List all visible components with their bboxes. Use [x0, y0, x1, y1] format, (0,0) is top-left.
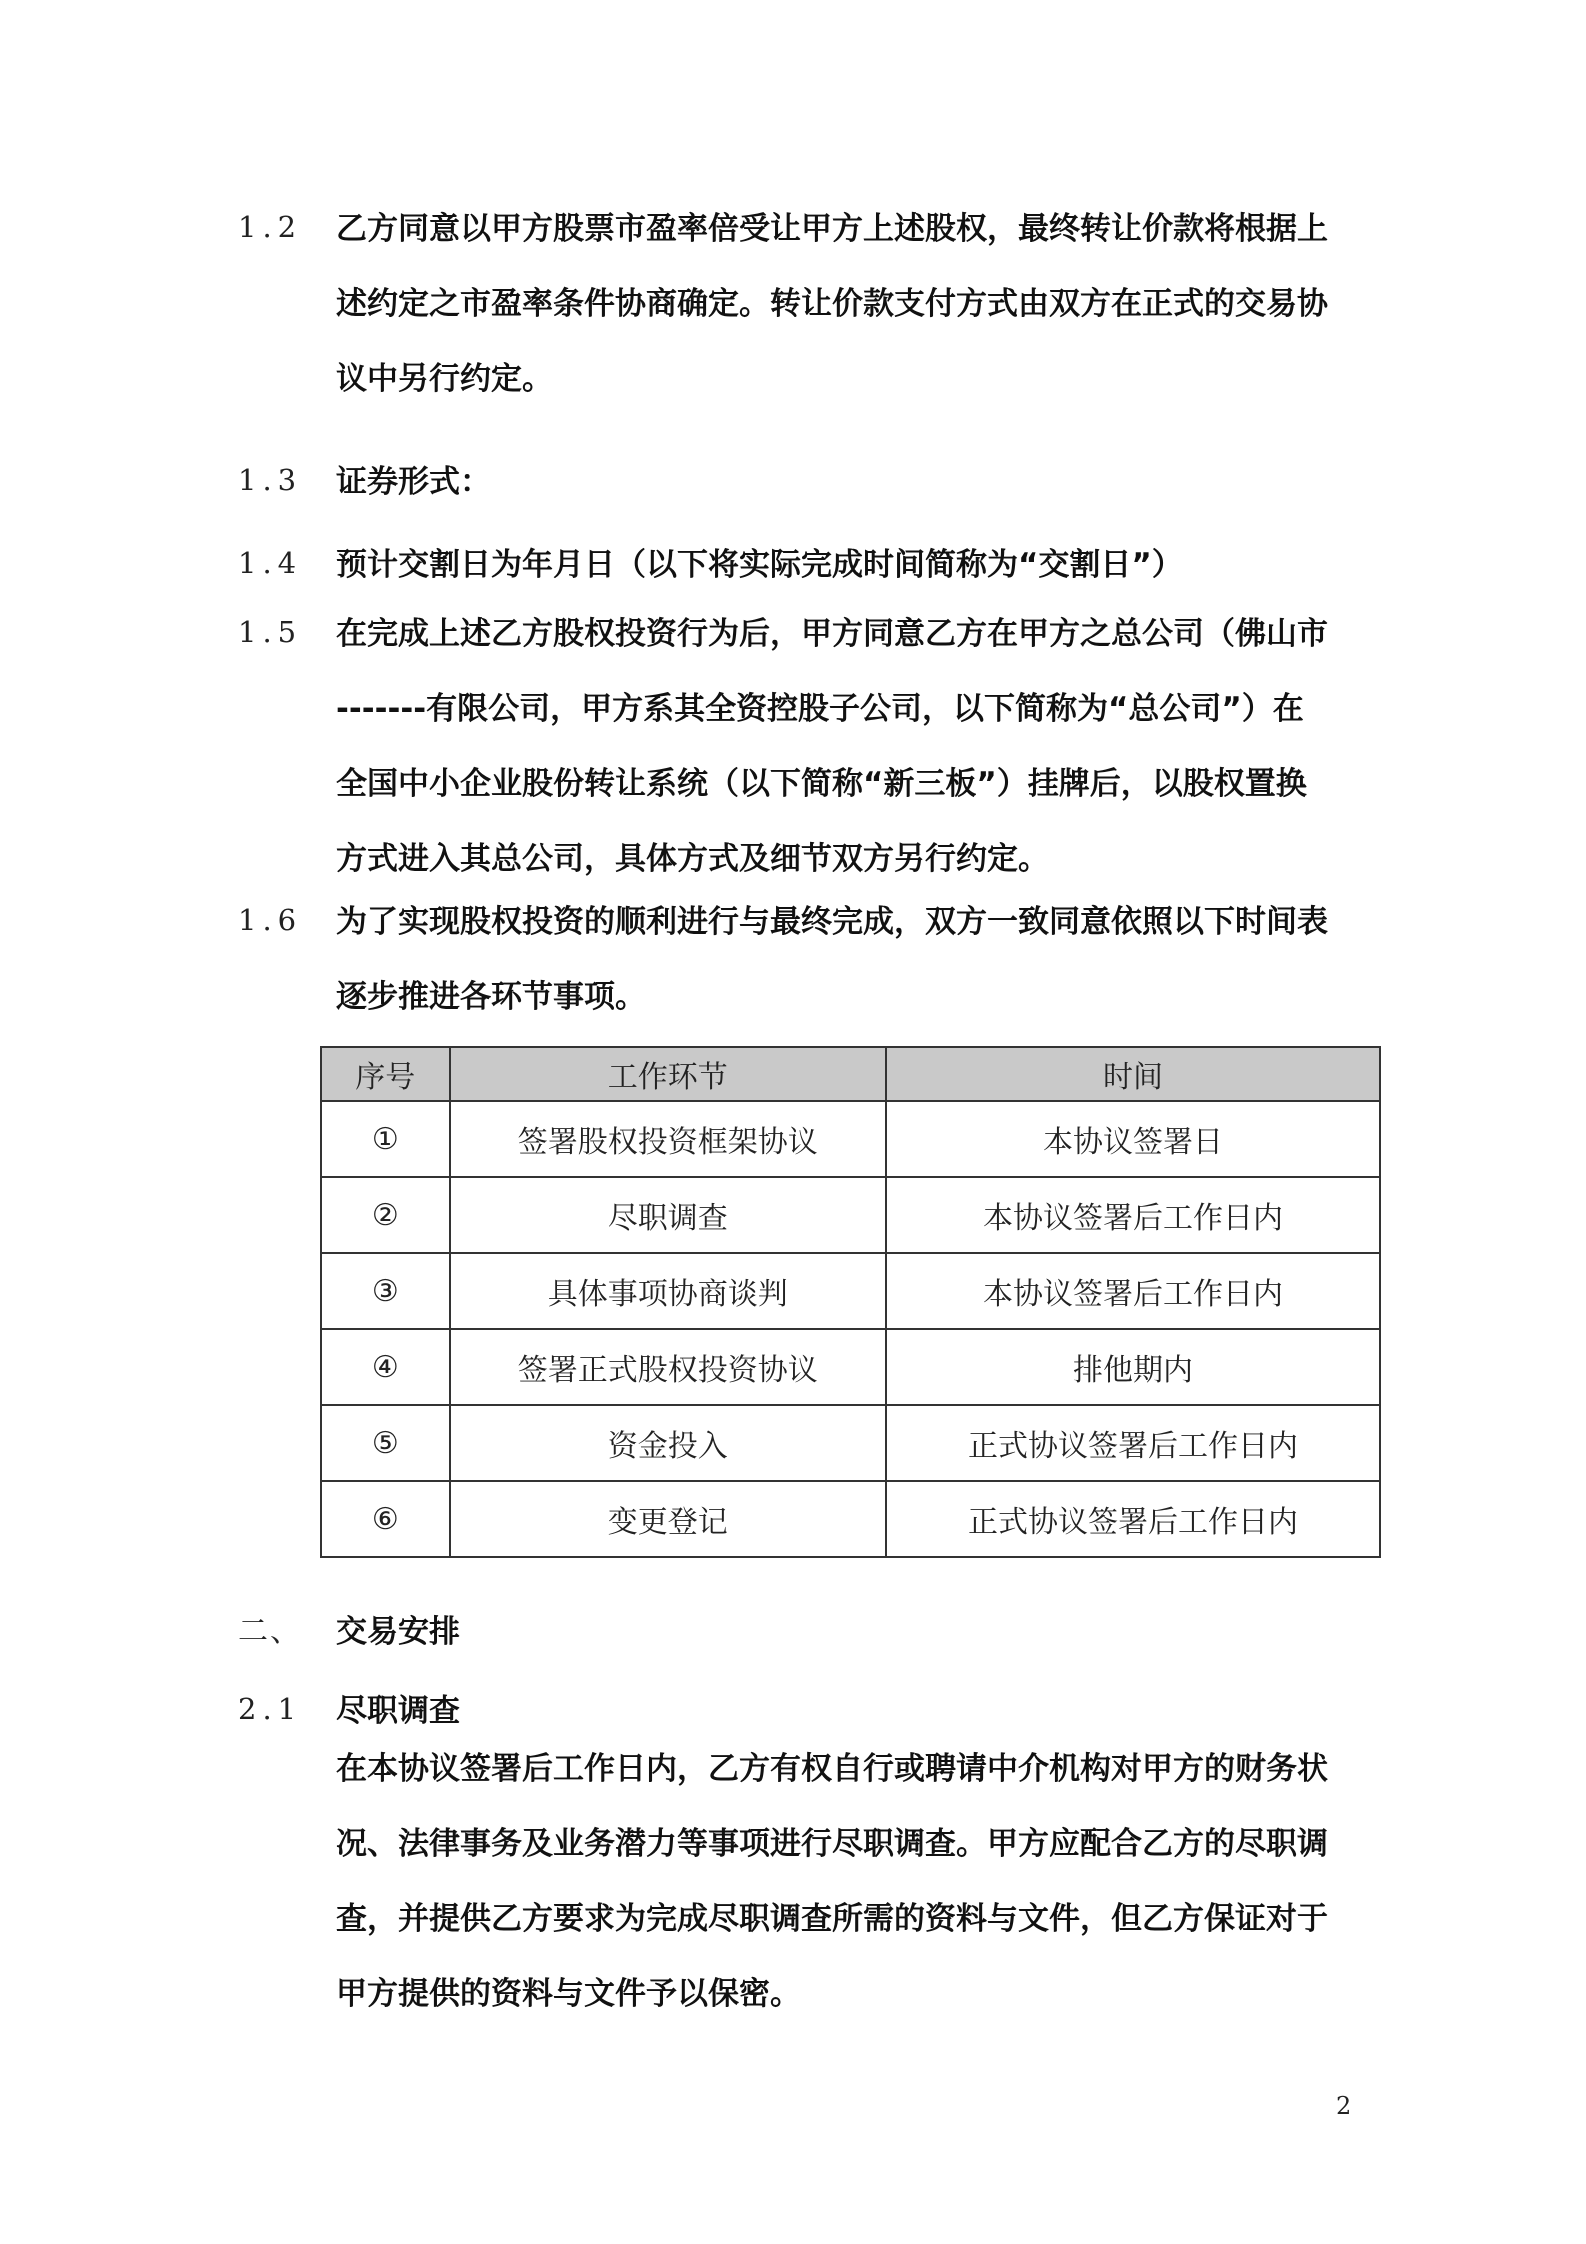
cell-time: 本协议签署后工作日内	[886, 1253, 1380, 1329]
table-row	[321, 1329, 1380, 1405]
cell-seq: ⑤	[321, 1405, 450, 1481]
schedule-table	[320, 1046, 1381, 1558]
text-line: 甲方提供的资料与文件予以保密。	[336, 1976, 801, 2012]
header-seq: 序号	[321, 1047, 450, 1101]
table-row	[321, 1405, 1380, 1481]
cell-time: 排他期内	[886, 1329, 1380, 1405]
clause-text	[336, 885, 1354, 1035]
cell-time: 本协议签署日	[886, 1101, 1380, 1177]
table-row	[321, 1177, 1380, 1253]
clause-number: 1.6	[238, 903, 303, 937]
clause-number: 1.4	[238, 546, 303, 580]
header-time: 时间	[886, 1047, 1380, 1101]
cell-seq: ①	[321, 1101, 450, 1177]
table-row	[321, 1481, 1380, 1557]
text-line: 乙方同意以甲方股票市盈率倍受让甲方上述股权，最终转让价款将根据上	[336, 211, 1328, 247]
cell-step: 资金投入	[450, 1405, 886, 1481]
text-line: 查，并提供乙方要求为完成尽职调查所需的资料与文件，但乙方保证对于	[336, 1901, 1328, 1937]
clause-number: 1.3	[238, 463, 303, 497]
cell-step: 变更登记	[450, 1481, 886, 1557]
text-line: 方式进入其总公司，具体方式及细节双方另行约定。	[336, 841, 1049, 877]
text-line: 述约定之市盈率条件协商确定。转让价款支付方式由双方在正式的交易协	[336, 286, 1328, 322]
text-line: 议中另行约定。	[336, 361, 553, 397]
cell-seq: ②	[321, 1177, 450, 1253]
section-number: 二、	[238, 1614, 302, 1649]
cell-step: 具体事项协商谈判	[450, 1253, 886, 1329]
table-header-row	[321, 1047, 1380, 1101]
table-row	[321, 1101, 1380, 1177]
cell-seq: ④	[321, 1329, 450, 1405]
text-line: 证券形式：	[336, 464, 491, 500]
clause-number: 1.2	[238, 210, 303, 244]
cell-time: 本协议签署后工作日内	[886, 1177, 1380, 1253]
cell-step: 签署股权投资框架协议	[450, 1101, 886, 1177]
clause-text	[336, 528, 1354, 603]
cell-seq: ③	[321, 1253, 450, 1329]
cell-time: 正式协议签署后工作日内	[886, 1405, 1380, 1481]
clause-number: 1.5	[238, 615, 303, 649]
cell-step: 签署正式股权投资协议	[450, 1329, 886, 1405]
text-line: 逐步推进各环节事项。	[336, 979, 646, 1015]
text-line: 在本协议签署后工作日内，乙方有权自行或聘请中介机构对甲方的财务状	[336, 1751, 1328, 1787]
clause-text	[336, 445, 1354, 520]
clause-text	[336, 192, 1354, 417]
text-line: 全国中小企业股份转让系统（以下简称“新三板”）挂牌后，以股权置换	[336, 766, 1307, 802]
cell-seq: ⑥	[321, 1481, 450, 1557]
page-number: 2	[1336, 2092, 1352, 2120]
text-line: 为了实现股权投资的顺利进行与最终完成，双方一致同意依照以下时间表	[336, 904, 1328, 940]
text-line: -------有限公司，甲方系其全资控股子公司，以下简称为“总公司”）在	[336, 691, 1304, 727]
section-title: 交易安排	[336, 1614, 460, 1650]
clause-text	[336, 597, 1354, 897]
cell-step: 尽职调查	[450, 1177, 886, 1253]
clause-text	[336, 1674, 1354, 2032]
clause-number: 2.1	[238, 1692, 303, 1726]
header-step: 工作环节	[450, 1047, 886, 1101]
text-line: 预计交割日为年月日（以下将实际完成时间简称为“交割日”）	[336, 547, 1183, 583]
clause-title: 尽职调查	[336, 1693, 460, 1729]
text-line: 况、法律事务及业务潜力等事项进行尽职调查。甲方应配合乙方的尽职调	[336, 1826, 1328, 1862]
cell-time: 正式协议签署后工作日内	[886, 1481, 1380, 1557]
text-line: 在完成上述乙方股权投资行为后，甲方同意乙方在甲方之总公司（佛山市	[336, 616, 1328, 652]
table-row	[321, 1253, 1380, 1329]
